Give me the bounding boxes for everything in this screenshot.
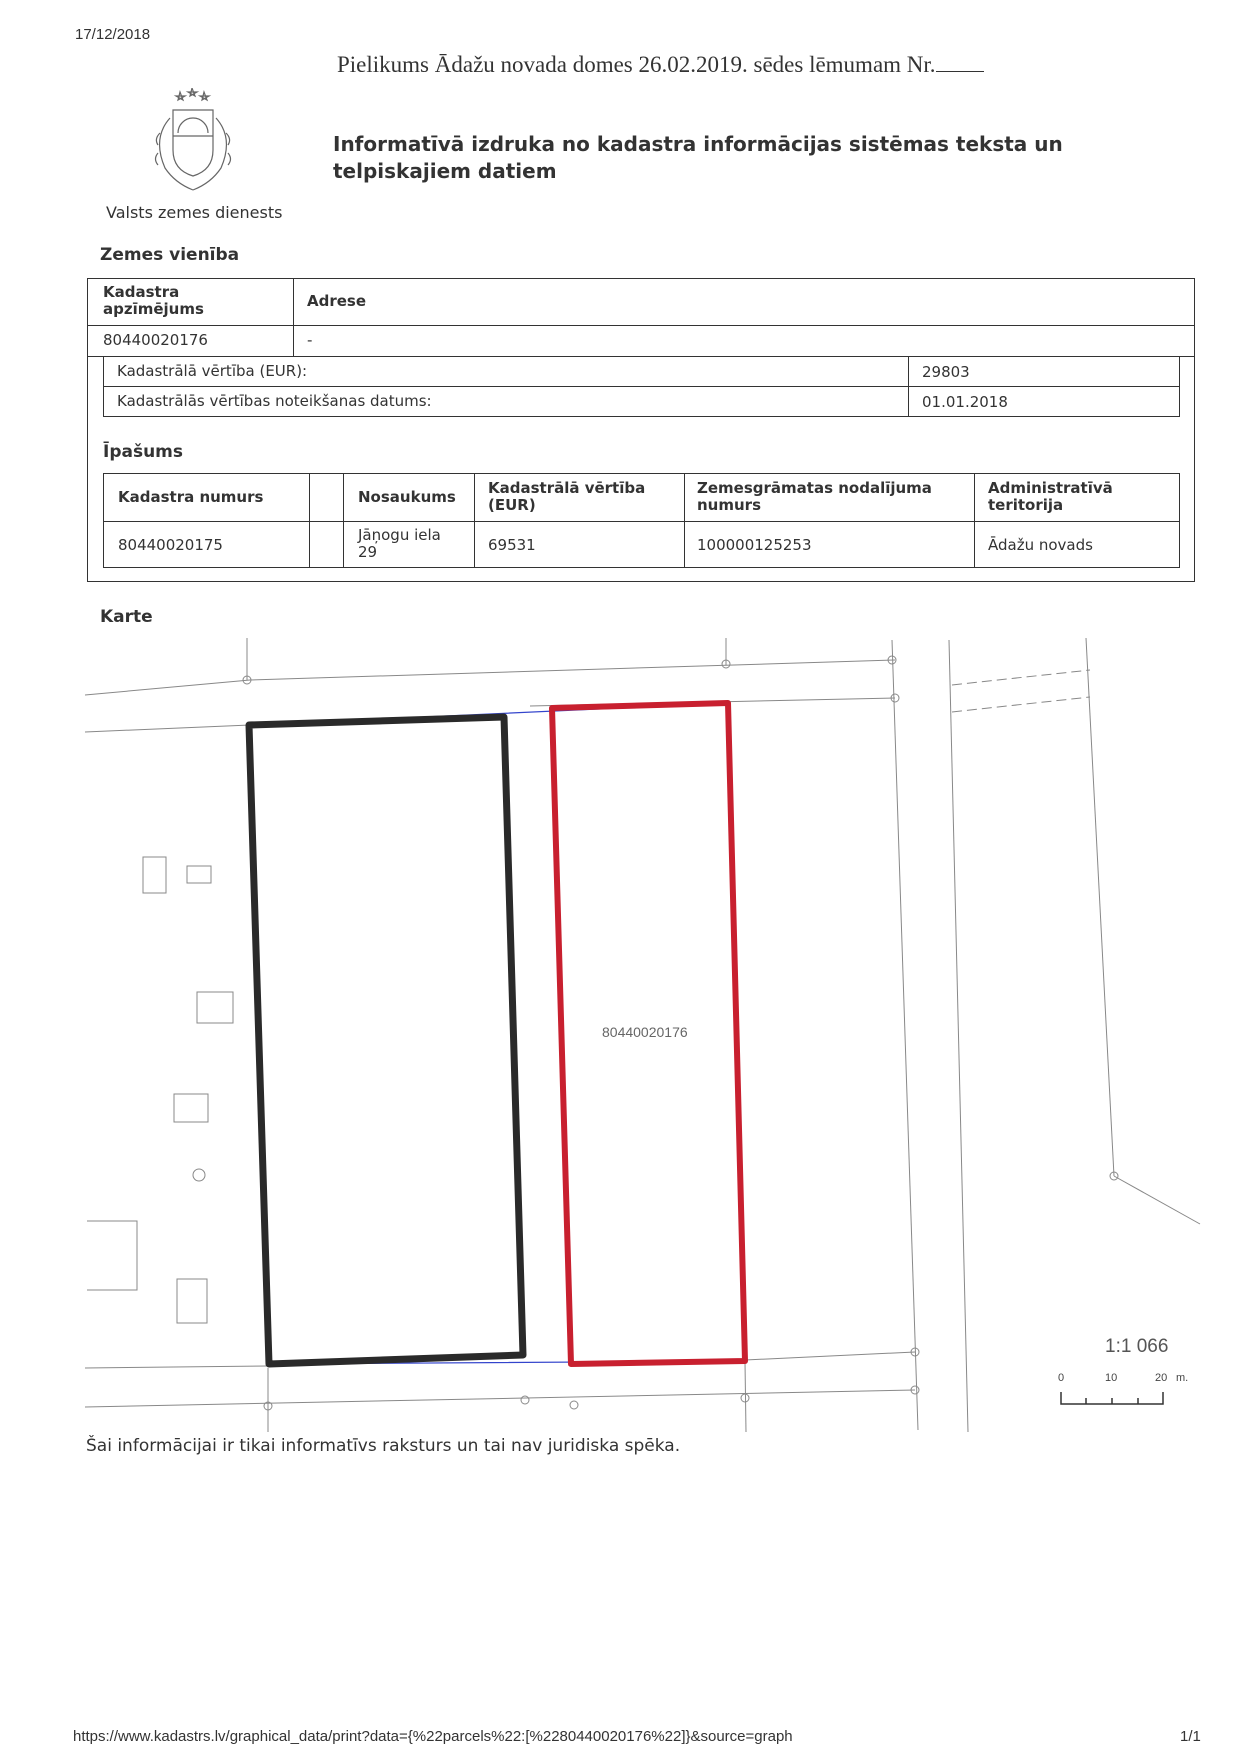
td-land-book-number: 100000125253 — [697, 536, 812, 554]
scale-bar — [1058, 1372, 1188, 1412]
col-address: Adrese — [307, 292, 367, 310]
scale-tick-10: 10 — [1105, 1372, 1118, 1384]
parcel-label: 80440020176 — [602, 1024, 688, 1040]
page-number: 1/1 — [1180, 1728, 1201, 1745]
land-unit-heading: Zemes vienība — [100, 245, 240, 265]
disclaimer: Šai informācijai ir tikai informatīvs raksturs un tai nav juridiska spēka. — [86, 1436, 681, 1456]
coat-of-arms-logo — [140, 88, 245, 196]
value-amount: 29803 — [922, 363, 970, 381]
date-value: 01.01.2018 — [922, 393, 1008, 411]
td-admin-territory: Ādažu novads — [988, 536, 1093, 554]
scale-unit: m. — [1176, 1372, 1189, 1384]
td-name: Jāņogu iela 29 — [358, 526, 441, 561]
th-name: Nosaukums — [358, 488, 456, 506]
property-heading: Īpašums — [103, 442, 184, 462]
th-cadastral-value: Kadastrālā vērtība (EUR) — [488, 479, 646, 514]
source-url[interactable]: https://www.kadastrs.lv/graphical_data/print?data={%22parcels%22:[%2280440020176%22]}&source=graph — [73, 1728, 793, 1745]
print-date: 17/12/2018 — [75, 26, 151, 43]
map-heading: Karte — [100, 607, 153, 627]
scale-tick-20: 20 — [1155, 1372, 1168, 1384]
map-scale: 1:1 066 — [1105, 1336, 1169, 1357]
address-value: - — [307, 331, 313, 349]
th-land-book-number: Zemesgrāmatas nodalījuma numurs — [697, 479, 932, 514]
th-admin-territory: Administratīvā teritorija — [988, 479, 1113, 514]
annex-label: Pielikums Ādažu novada domes 26.02.2019. sēdes lēmumam Nr. — [337, 52, 936, 77]
th-cadastre-number: Kadastra numurs — [118, 488, 264, 506]
td-cadastre-number: 80440020175 — [118, 536, 223, 554]
value-label: Kadastrālā vērtība (EUR): — [117, 362, 308, 380]
col-designation: Kadastra apzīmējums — [103, 283, 204, 318]
annex-text — [337, 52, 984, 78]
td-cadastral-value: 69531 — [488, 536, 536, 554]
neighbor-parcel-outline — [249, 717, 523, 1364]
org-name: Valsts zemes dienests — [106, 203, 283, 222]
designation-value: 80440020176 — [103, 331, 208, 349]
scale-tick-0: 0 — [1058, 1372, 1065, 1384]
document-title: Informatīvā izdruka no kadastra informācijas sistēmas teksta un telpiskajiem datiem — [333, 132, 1063, 183]
date-label: Kadastrālās vērtības noteikšanas datums: — [117, 392, 432, 410]
